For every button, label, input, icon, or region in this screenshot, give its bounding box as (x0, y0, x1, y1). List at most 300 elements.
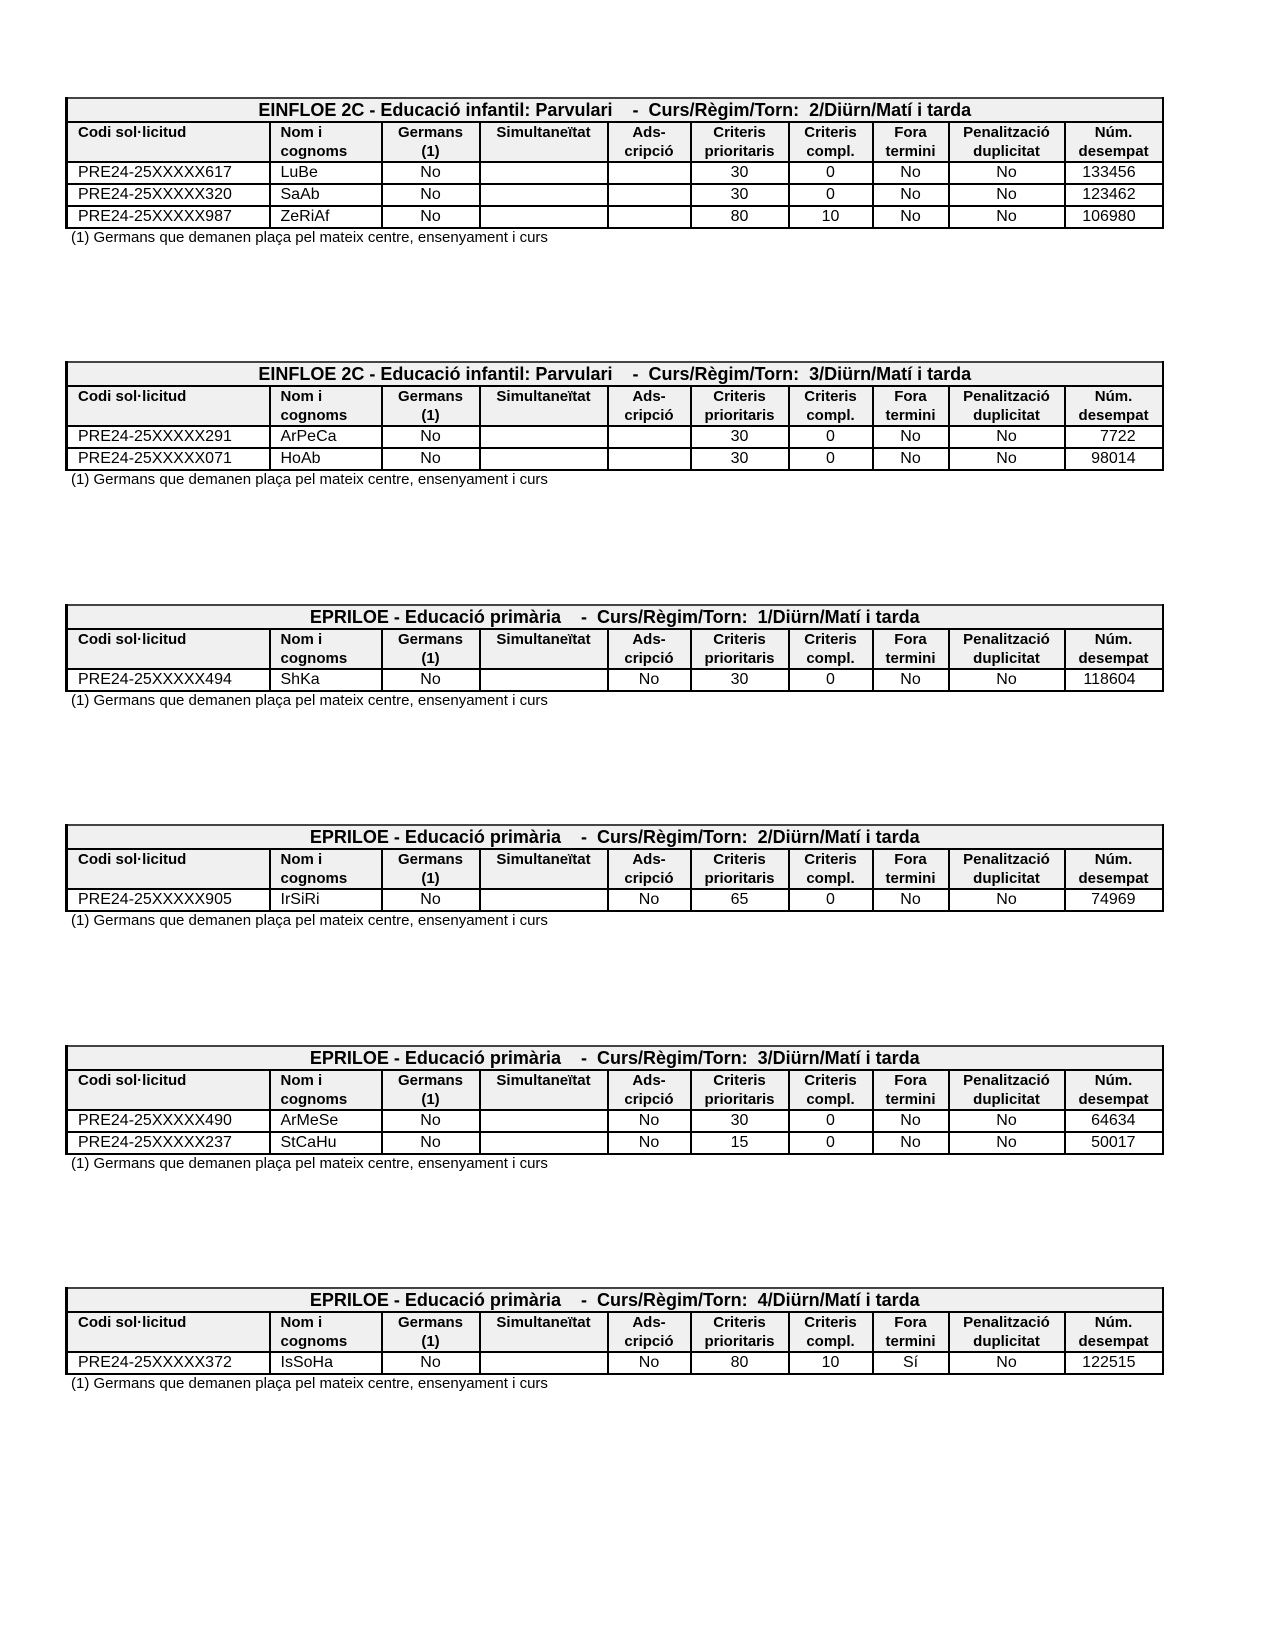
footnote: (1) Germans que demanen plaça pel mateix centre, ensenyament i curs (71, 471, 548, 488)
column-header-line: termini (885, 143, 936, 160)
table-cell (480, 1132, 608, 1154)
column-header-line: Núm. (1094, 631, 1133, 648)
table-cell: 30 (691, 448, 789, 470)
column-header-line: Simultaneïtat (496, 851, 591, 868)
table-cell: 0 (789, 669, 873, 691)
column-header-line: Nom i (280, 851, 323, 868)
column-header-line: prioritaris (704, 650, 775, 667)
table-title: EINFLOE 2C - Educació infantil: Parvulari - Curs/Règim/Torn: 3/Diürn/Matí i tarda (67, 362, 1163, 386)
column-header (789, 1312, 873, 1352)
column-header (480, 629, 608, 669)
column-header-line: Codi sol·licitud (78, 1314, 187, 1331)
table-cell: No (949, 889, 1065, 911)
table-cell: No (382, 184, 480, 206)
column-header (270, 122, 382, 162)
footnote: (1) Germans que demanen plaça pel mateix centre, ensenyament i curs (71, 1375, 548, 1392)
column-header-line: Germans (397, 388, 464, 405)
column-header-line: Simultaneïtat (496, 1314, 591, 1331)
column-header (873, 122, 949, 162)
table-cell: 30 (691, 162, 789, 184)
allocation-table-block (65, 1287, 1161, 1393)
table-cell (608, 184, 691, 206)
table-cell: Sí (873, 1352, 949, 1374)
table-cell: ArPeCa (270, 426, 382, 448)
column-header-line: Núm. (1094, 124, 1133, 141)
footnote: (1) Germans que demanen plaça pel mateix centre, ensenyament i curs (71, 229, 548, 246)
table-cell: StCaHu (270, 1132, 382, 1154)
footnote: (1) Germans que demanen plaça pel mateix centre, ensenyament i curs (71, 692, 548, 709)
allocation-table-block (65, 824, 1161, 930)
column-header (1065, 629, 1163, 669)
table-cell (480, 669, 608, 691)
column-header-line: desempat (1078, 650, 1149, 667)
table-cell: 0 (789, 1110, 873, 1132)
table-cell (480, 448, 608, 470)
column-header-line: Penalització (963, 1072, 1050, 1089)
allocation-table (65, 1045, 1164, 1155)
table-cell (480, 162, 608, 184)
column-header-line: compl. (806, 1333, 855, 1350)
table-cell: No (873, 184, 949, 206)
column-header (270, 1070, 382, 1110)
column-header-line: Penalització (963, 124, 1050, 141)
column-header (691, 1312, 789, 1352)
table-cell: 65 (691, 889, 789, 911)
column-header-line: prioritaris (704, 407, 775, 424)
table-cell: No (949, 426, 1065, 448)
table-cell: 30 (691, 1110, 789, 1132)
column-header-line: Nom i (280, 631, 323, 648)
table-cell: No (949, 448, 1065, 470)
table-cell: 133456 (1065, 162, 1163, 184)
table-cell: No (382, 1132, 480, 1154)
column-header-line: Criteris (713, 631, 766, 648)
column-header (382, 1070, 480, 1110)
column-header-line: compl. (806, 143, 855, 160)
column-header-line: Ads- (632, 1072, 666, 1089)
allocation-table (65, 361, 1164, 471)
column-header-line: Nom i (280, 1314, 323, 1331)
column-header-line: Núm. (1094, 851, 1133, 868)
column-header (270, 386, 382, 426)
column-header-line: cripció (624, 870, 674, 887)
column-header (270, 1312, 382, 1352)
column-header (691, 386, 789, 426)
table-cell: PRE24-25XXXXX905 (67, 889, 270, 911)
column-header (691, 629, 789, 669)
column-header-line: cognoms (280, 1091, 348, 1108)
allocation-table (65, 604, 1164, 692)
column-header-line: Criteris (804, 851, 857, 868)
table-cell: 123462 (1065, 184, 1163, 206)
column-header-line: Ads- (632, 124, 666, 141)
column-header-line: cripció (624, 407, 674, 424)
allocation-table-block (65, 604, 1161, 710)
column-header (382, 1312, 480, 1352)
column-header (67, 629, 270, 669)
column-header (480, 386, 608, 426)
table-title: EPRILOE - Educació primària - Curs/Règim/Torn: 2/Diürn/Matí i tarda (67, 825, 1163, 849)
table-cell: No (873, 426, 949, 448)
table-cell (480, 426, 608, 448)
column-header-line: desempat (1078, 1333, 1149, 1350)
allocation-table-block (65, 361, 1161, 489)
table-cell: 0 (789, 448, 873, 470)
column-header-line: Codi sol·licitud (78, 1072, 187, 1089)
table-cell: IrSiRi (270, 889, 382, 911)
column-header-line: Criteris (713, 124, 766, 141)
column-header (382, 122, 480, 162)
table-cell: 0 (789, 162, 873, 184)
column-header (691, 122, 789, 162)
column-header (949, 386, 1065, 426)
table-cell: No (382, 426, 480, 448)
column-header-line: Germans (397, 1072, 464, 1089)
column-header (949, 629, 1065, 669)
column-header-line: Criteris (804, 124, 857, 141)
column-header-line: duplicitat (973, 143, 1040, 160)
table-cell (480, 1110, 608, 1132)
column-header-line: Penalització (963, 1314, 1050, 1331)
column-header-line: (1) (421, 1091, 440, 1108)
table-cell: 118604 (1065, 669, 1163, 691)
column-header (1065, 1070, 1163, 1110)
table-cell (480, 889, 608, 911)
table-cell: PRE24-25XXXXX490 (67, 1110, 270, 1132)
table-cell: PRE24-25XXXXX237 (67, 1132, 270, 1154)
table-cell: ZeRiAf (270, 206, 382, 228)
column-header (873, 849, 949, 889)
column-header-line: duplicitat (973, 650, 1040, 667)
column-header (1065, 386, 1163, 426)
column-header (608, 1070, 691, 1110)
column-header-line: desempat (1078, 143, 1149, 160)
table-cell: No (608, 669, 691, 691)
table-cell: No (382, 1110, 480, 1132)
table-cell: No (873, 206, 949, 228)
column-header-line: termini (885, 1333, 936, 1350)
table-cell: No (382, 889, 480, 911)
column-header (873, 1070, 949, 1110)
table-cell: HoAb (270, 448, 382, 470)
column-header (789, 629, 873, 669)
column-header-line: Criteris (713, 851, 766, 868)
column-header (382, 629, 480, 669)
column-header-line: desempat (1078, 870, 1149, 887)
column-header (949, 1312, 1065, 1352)
column-header-line: termini (885, 870, 936, 887)
column-header (691, 849, 789, 889)
table-cell: PRE24-25XXXXX617 (67, 162, 270, 184)
column-header-line: (1) (421, 870, 440, 887)
column-header-line: cripció (624, 650, 674, 667)
table-cell: No (949, 1352, 1065, 1374)
column-header-line: Germans (397, 124, 464, 141)
table-cell (480, 206, 608, 228)
table-title: EINFLOE 2C - Educació infantil: Parvulari - Curs/Règim/Torn: 2/Diürn/Matí i tarda (67, 98, 1163, 122)
table-cell: PRE24-25XXXXX494 (67, 669, 270, 691)
table-cell: 0 (789, 1132, 873, 1154)
column-header (270, 629, 382, 669)
column-header-line: prioritaris (704, 1091, 775, 1108)
column-header-line: cognoms (280, 870, 348, 887)
column-header-line: Criteris (804, 388, 857, 405)
table-cell: 30 (691, 426, 789, 448)
table-cell: PRE24-25XXXXX372 (67, 1352, 270, 1374)
column-header (480, 849, 608, 889)
column-header (691, 1070, 789, 1110)
column-header-line: desempat (1078, 407, 1149, 424)
column-header-line: (1) (421, 650, 440, 667)
column-header (67, 386, 270, 426)
column-header-line: Ads- (632, 851, 666, 868)
column-header-line: Fora (894, 851, 927, 868)
column-header (608, 629, 691, 669)
table-row (67, 206, 1163, 228)
table-cell: 0 (789, 184, 873, 206)
table-row (67, 669, 1163, 691)
column-header-line: duplicitat (973, 1333, 1040, 1350)
column-header (873, 386, 949, 426)
column-header-line: Criteris (804, 1314, 857, 1331)
table-cell: No (949, 184, 1065, 206)
table-row (67, 1132, 1163, 1154)
column-header-line: termini (885, 650, 936, 667)
column-header (67, 1070, 270, 1110)
table-cell (480, 184, 608, 206)
table-cell (608, 426, 691, 448)
table-title: EPRILOE - Educació primària - Curs/Règim/Torn: 4/Diürn/Matí i tarda (67, 1288, 1163, 1312)
table-cell: 106980 (1065, 206, 1163, 228)
column-header-line: (1) (421, 407, 440, 424)
column-header-line: Criteris (713, 1314, 766, 1331)
column-header-line: Fora (894, 388, 927, 405)
column-header (608, 849, 691, 889)
column-header-line: Criteris (804, 1072, 857, 1089)
column-header-line: Núm. (1094, 1072, 1133, 1089)
column-header-line: compl. (806, 1091, 855, 1108)
table-row (67, 426, 1163, 448)
column-header (382, 386, 480, 426)
column-header-line: Fora (894, 1072, 927, 1089)
column-header-line: Fora (894, 1314, 927, 1331)
table-cell: No (608, 1352, 691, 1374)
column-header (608, 386, 691, 426)
column-header-line: Codi sol·licitud (78, 631, 187, 648)
column-header-line: Codi sol·licitud (78, 851, 187, 868)
table-cell: 30 (691, 184, 789, 206)
table-cell: 10 (789, 1352, 873, 1374)
table-title: EPRILOE - Educació primària - Curs/Règim/Torn: 1/Diürn/Matí i tarda (67, 605, 1163, 629)
column-header-line: Simultaneïtat (496, 388, 591, 405)
allocation-table (65, 1287, 1164, 1375)
table-cell (608, 162, 691, 184)
table-cell: 64634 (1065, 1110, 1163, 1132)
column-header-line: compl. (806, 870, 855, 887)
column-header-line: Codi sol·licitud (78, 124, 187, 141)
column-header-line: Nom i (280, 124, 323, 141)
table-cell: No (949, 162, 1065, 184)
column-header-line: duplicitat (973, 870, 1040, 887)
table-row (67, 448, 1163, 470)
table-cell: No (382, 162, 480, 184)
table-cell: No (949, 206, 1065, 228)
column-header (789, 1070, 873, 1110)
table-cell: 122515 (1065, 1352, 1163, 1374)
column-header-line: Germans (397, 631, 464, 648)
table-cell: No (608, 1132, 691, 1154)
column-header-line: cognoms (280, 1333, 348, 1350)
table-cell: No (949, 1132, 1065, 1154)
column-header (1065, 1312, 1163, 1352)
table-cell (480, 1352, 608, 1374)
table-cell (608, 206, 691, 228)
column-header-line: Penalització (963, 631, 1050, 648)
allocation-table (65, 824, 1164, 912)
column-header (608, 122, 691, 162)
table-cell: No (873, 1110, 949, 1132)
column-header-line: prioritaris (704, 143, 775, 160)
table-cell: 74969 (1065, 889, 1163, 911)
table-cell: PRE24-25XXXXX320 (67, 184, 270, 206)
table-cell: SaAb (270, 184, 382, 206)
column-header (67, 122, 270, 162)
table-cell: No (873, 669, 949, 691)
column-header-line: compl. (806, 650, 855, 667)
table-cell: No (608, 889, 691, 911)
table-cell: 0 (789, 889, 873, 911)
column-header-line: Núm. (1094, 1314, 1133, 1331)
table-cell: No (873, 162, 949, 184)
table-cell: PRE24-25XXXXX291 (67, 426, 270, 448)
column-header-line: cripció (624, 1333, 674, 1350)
column-header-line: prioritaris (704, 870, 775, 887)
column-header (608, 1312, 691, 1352)
column-header-line: prioritaris (704, 1333, 775, 1350)
column-header (480, 1312, 608, 1352)
table-cell: No (873, 889, 949, 911)
table-cell: 50017 (1065, 1132, 1163, 1154)
column-header (949, 1070, 1065, 1110)
column-header (789, 122, 873, 162)
column-header-line: Ads- (632, 1314, 666, 1331)
column-header (789, 386, 873, 426)
column-header-line: (1) (421, 1333, 440, 1350)
column-header-line: Germans (397, 851, 464, 868)
table-cell: No (382, 448, 480, 470)
column-header (67, 1312, 270, 1352)
table-row (67, 889, 1163, 911)
footnote: (1) Germans que demanen plaça pel mateix centre, ensenyament i curs (71, 912, 548, 929)
table-cell: PRE24-25XXXXX987 (67, 206, 270, 228)
table-cell: No (873, 448, 949, 470)
column-header-line: Simultaneïtat (496, 631, 591, 648)
column-header-line: duplicitat (973, 1091, 1040, 1108)
table-cell: LuBe (270, 162, 382, 184)
allocation-table (65, 97, 1164, 229)
table-cell: ShKa (270, 669, 382, 691)
column-header (67, 849, 270, 889)
column-header (1065, 122, 1163, 162)
table-cell: PRE24-25XXXXX071 (67, 448, 270, 470)
column-header-line: cripció (624, 1091, 674, 1108)
column-header (480, 1070, 608, 1110)
table-cell: 80 (691, 206, 789, 228)
column-header-line: desempat (1078, 1091, 1149, 1108)
table-title: EPRILOE - Educació primària - Curs/Règim/Torn: 3/Diürn/Matí i tarda (67, 1046, 1163, 1070)
table-cell: 15 (691, 1132, 789, 1154)
column-header-line: Nom i (280, 1072, 323, 1089)
column-header-line: Penalització (963, 851, 1050, 868)
column-header (1065, 849, 1163, 889)
column-header-line: Criteris (804, 631, 857, 648)
table-cell (608, 448, 691, 470)
table-cell: 98014 (1065, 448, 1163, 470)
column-header (382, 849, 480, 889)
table-row (67, 1352, 1163, 1374)
column-header-line: cognoms (280, 650, 348, 667)
table-cell: No (382, 206, 480, 228)
table-cell: 10 (789, 206, 873, 228)
column-header-line: cognoms (280, 407, 348, 424)
column-header (949, 122, 1065, 162)
column-header (949, 849, 1065, 889)
column-header-line: Núm. (1094, 388, 1133, 405)
table-cell: No (382, 669, 480, 691)
table-cell: 7722 (1065, 426, 1163, 448)
column-header-line: Ads- (632, 631, 666, 648)
column-header (480, 122, 608, 162)
column-header-line: termini (885, 407, 936, 424)
table-row (67, 162, 1163, 184)
table-cell: No (608, 1110, 691, 1132)
table-cell: 80 (691, 1352, 789, 1374)
column-header-line: Fora (894, 124, 927, 141)
column-header-line: Germans (397, 1314, 464, 1331)
column-header-line: termini (885, 1091, 936, 1108)
column-header-line: Criteris (713, 388, 766, 405)
table-cell: No (873, 1132, 949, 1154)
table-cell: No (382, 1352, 480, 1374)
column-header-line: Nom i (280, 388, 323, 405)
column-header (873, 629, 949, 669)
table-cell: No (949, 669, 1065, 691)
column-header (789, 849, 873, 889)
column-header-line: compl. (806, 407, 855, 424)
table-row (67, 184, 1163, 206)
table-cell: IsSoHa (270, 1352, 382, 1374)
table-cell: ArMeSe (270, 1110, 382, 1132)
column-header-line: Penalització (963, 388, 1050, 405)
column-header-line: (1) (421, 143, 440, 160)
column-header-line: Codi sol·licitud (78, 388, 187, 405)
column-header-line: Simultaneïtat (496, 124, 591, 141)
table-row (67, 1110, 1163, 1132)
column-header-line: Criteris (713, 1072, 766, 1089)
footnote: (1) Germans que demanen plaça pel mateix centre, ensenyament i curs (71, 1155, 548, 1172)
column-header (873, 1312, 949, 1352)
table-cell: 30 (691, 669, 789, 691)
table-cell: 0 (789, 426, 873, 448)
table-cell: No (949, 1110, 1065, 1132)
column-header-line: Fora (894, 631, 927, 648)
allocation-table-block (65, 1045, 1161, 1173)
column-header-line: cognoms (280, 143, 348, 160)
column-header-line: duplicitat (973, 407, 1040, 424)
column-header-line: cripció (624, 143, 674, 160)
column-header-line: Simultaneïtat (496, 1072, 591, 1089)
allocation-table-block (65, 97, 1161, 247)
